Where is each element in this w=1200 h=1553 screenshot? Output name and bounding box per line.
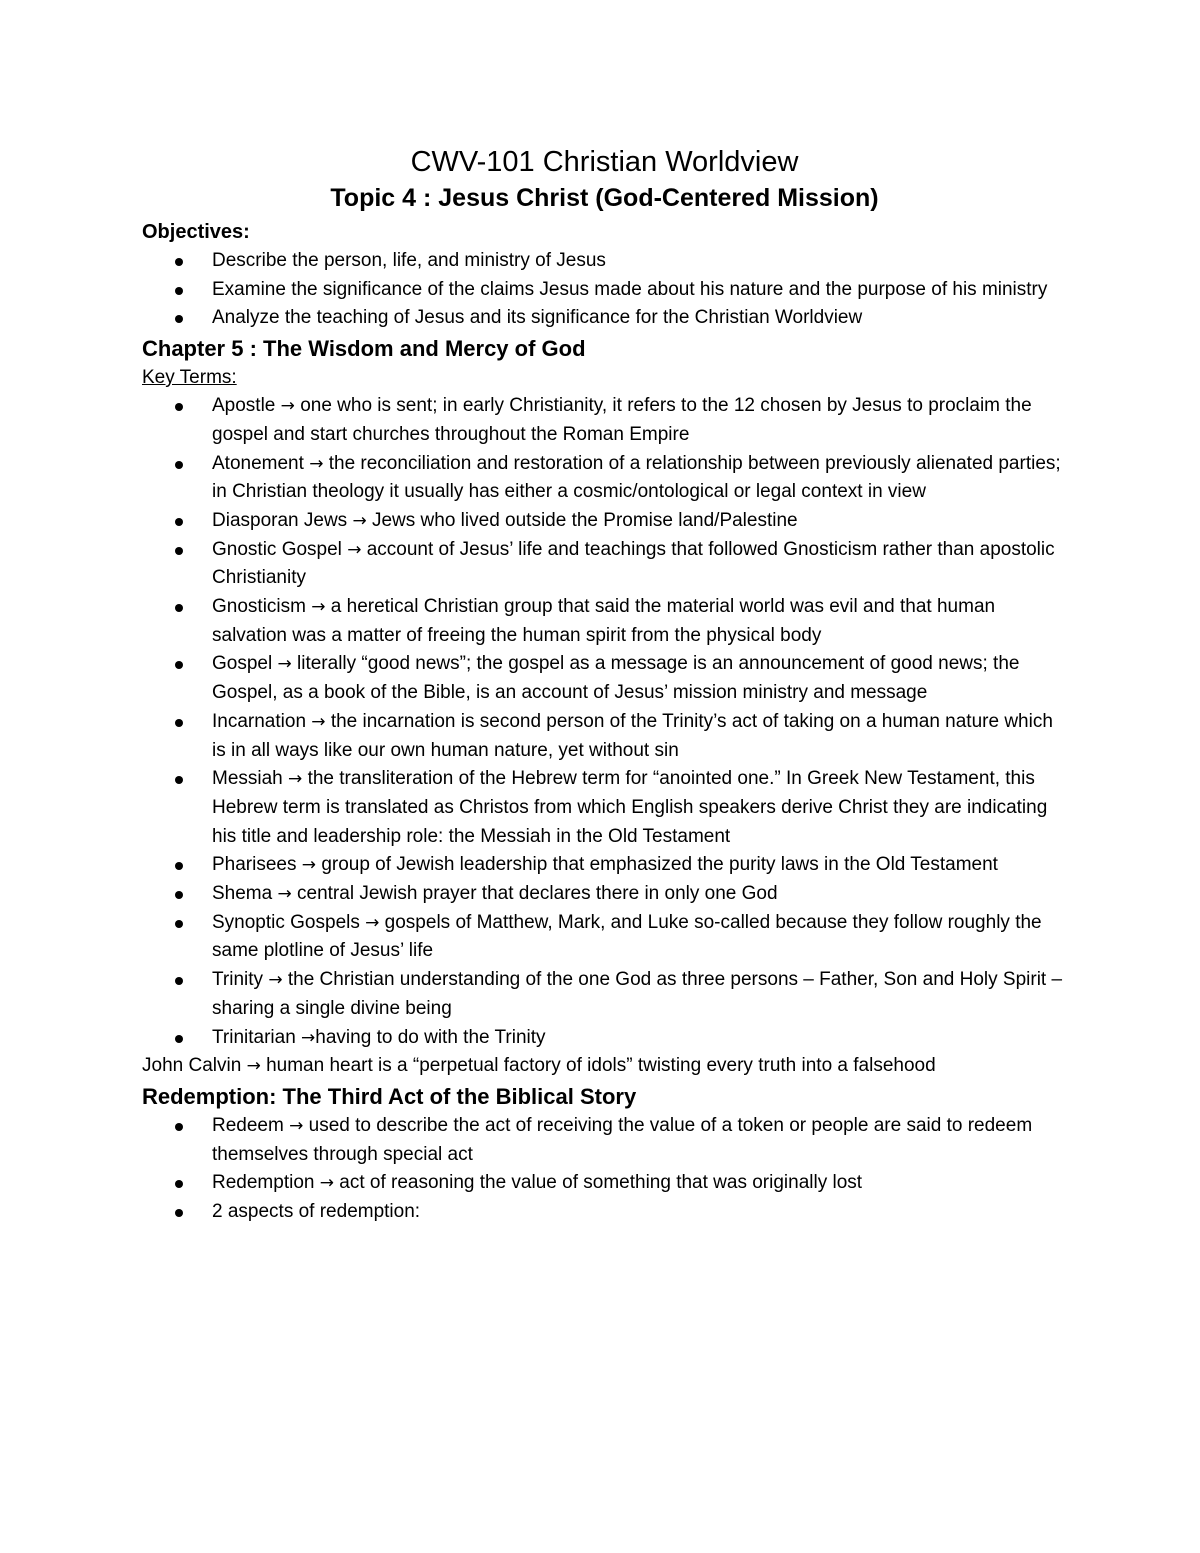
term-definition: the incarnation is second person of the Trinity’s act of taking on a human nature which is in all ways like our own human nature, yet without sin xyxy=(212,710,1053,761)
term-name: Atonement xyxy=(212,452,304,474)
term-definition: gospels of Matthew, Mark, and Luke so-called because they follow roughly the same plotline of Jesus’ life xyxy=(212,911,1042,962)
list-item xyxy=(142,708,1067,765)
arrow-icon: → xyxy=(319,1173,334,1194)
bullet-icon xyxy=(175,1180,183,1188)
list-item xyxy=(142,304,1067,333)
term-definition: used to describe the act of receiving the value of a token or people are said to redeem themselves through special act xyxy=(212,1114,1033,1165)
bullet-icon xyxy=(175,1035,183,1043)
bullet-icon xyxy=(175,1209,183,1217)
bullet-icon xyxy=(175,287,183,295)
redemption-list xyxy=(142,1112,1067,1227)
term-name: Pharisees xyxy=(212,854,297,876)
arrow-icon: → xyxy=(288,769,303,790)
arrow-icon: → xyxy=(311,711,326,732)
term-name: Diasporan Jews xyxy=(212,509,348,531)
bullet-icon xyxy=(175,547,183,555)
list-item xyxy=(142,1024,1067,1053)
key-terms-label: Key Terms: xyxy=(142,367,237,389)
bullet-icon xyxy=(175,604,183,612)
bullet-icon xyxy=(175,920,183,928)
list-item xyxy=(142,450,1067,507)
list-item xyxy=(142,1169,1067,1198)
term-name: Trinitarian xyxy=(212,1026,296,1048)
list-item xyxy=(142,536,1067,593)
term-definition: account of Jesus’ life and teachings that followed Gnosticism rather than apostolic Christianity xyxy=(212,538,1055,589)
list-item xyxy=(142,593,1067,650)
bullet-icon xyxy=(175,518,183,526)
list-item xyxy=(142,247,1067,276)
term-definition: group of Jewish leadership that emphasized the purity laws in the Old Testament xyxy=(321,854,998,876)
objective-text: Analyze the teaching of Jesus and its significance for the Christian Worldview xyxy=(212,307,863,329)
list-item xyxy=(142,966,1067,1023)
list-item xyxy=(142,1198,1067,1227)
term-name: Redemption xyxy=(212,1172,315,1194)
arrow-icon: → xyxy=(347,539,362,560)
bullet-icon xyxy=(175,862,183,870)
list-item xyxy=(142,392,1067,449)
list-item xyxy=(142,650,1067,707)
term-name: Synoptic Gospels xyxy=(212,911,360,933)
bullet-icon xyxy=(175,977,183,985)
bullet-icon xyxy=(175,661,183,669)
term-name: Incarnation xyxy=(212,710,307,732)
arrow-icon: → xyxy=(301,1027,316,1048)
term-definition: having to do with the Trinity xyxy=(315,1026,546,1048)
arrow-icon: → xyxy=(289,1115,304,1136)
term-definition: the Christian understanding of the one God as three persons – Father, Son and Holy Spirit – sharing a single divine being xyxy=(212,969,1063,1019)
item-text: 2 aspects of redemption: xyxy=(212,1201,421,1223)
arrow-icon: → xyxy=(309,453,324,474)
bullet-icon xyxy=(175,776,183,784)
term-name: Redeem xyxy=(212,1114,284,1136)
list-item xyxy=(142,276,1067,305)
document-content xyxy=(142,143,1067,1227)
term-name: Messiah xyxy=(212,768,283,790)
arrow-icon: → xyxy=(311,597,326,618)
page-subtitle: Topic 4 : Jesus Christ (God-Centered Mission) xyxy=(330,184,879,212)
bullet-icon xyxy=(175,891,183,899)
arrow-icon: → xyxy=(280,396,295,417)
term-definition: one who is sent; in early Christianity, it refers to the 12 chosen by Jesus to proclaim the gospel and start churches throughout the Roman Empire xyxy=(212,395,1032,445)
page-title: CWV-101 Christian Worldview xyxy=(410,146,799,178)
list-item xyxy=(142,765,1067,851)
arrow-icon: → xyxy=(352,510,367,531)
arrow-icon: → xyxy=(277,654,292,675)
term-name: Apostle xyxy=(212,395,276,417)
bullet-icon xyxy=(175,1123,183,1131)
term-definition: central Jewish prayer that declares there in only one God xyxy=(297,883,778,905)
list-item xyxy=(142,851,1067,880)
calvin-term: John Calvin xyxy=(142,1055,242,1077)
term-name: Gospel xyxy=(212,653,273,675)
term-definition: Jews who lived outside the Promise land/Palestine xyxy=(371,509,798,531)
arrow-icon: → xyxy=(365,912,380,933)
term-definition: literally “good news”; the gospel as a message is an announcement of good news; the Gospel, as a book of the Bible, is an account of Jesus’ mission ministry and message xyxy=(212,653,1020,704)
term-definition: act of reasoning the value of something that was originally lost xyxy=(339,1172,863,1194)
list-item xyxy=(142,909,1067,966)
term-name: Gnostic Gospel xyxy=(212,538,342,560)
bullet-icon xyxy=(175,315,183,323)
objective-text: Describe the person, life, and ministry of Jesus xyxy=(212,250,606,271)
arrow-icon: → xyxy=(301,855,317,876)
arrow-icon: → xyxy=(246,1056,261,1077)
term-name: Shema xyxy=(212,883,273,905)
bullet-icon xyxy=(175,403,183,411)
chapter-heading: Chapter 5 : The Wisdom and Mercy of God xyxy=(142,336,586,362)
list-item xyxy=(142,1112,1067,1169)
term-definition: a heretical Christian group that said the material world was evil and that human salvation was a matter of freeing the human spirit from the physical body xyxy=(212,596,996,646)
objectives-list xyxy=(142,247,1067,333)
list-item xyxy=(142,507,1067,536)
arrow-icon: → xyxy=(277,884,292,905)
bullet-icon xyxy=(175,719,183,727)
bullet-icon xyxy=(175,461,183,469)
term-name: Gnosticism xyxy=(212,596,306,618)
calvin-note xyxy=(142,1052,1067,1081)
redemption-heading: Redemption: The Third Act of the Biblical Story xyxy=(142,1083,637,1109)
objective-text: Examine the significance of the claims Jesus made about his nature and the purpose of his ministry xyxy=(212,278,1048,300)
objectives-heading: Objectives: xyxy=(142,221,250,243)
calvin-definition: human heart is a “perpetual factory of idols” twisting every truth into a falsehood xyxy=(266,1055,936,1077)
list-item xyxy=(142,880,1067,909)
term-definition: the reconciliation and restoration of a relationship between previously alienated parties; in Christian theology it usually has either a cosmic/ontological or legal context in view xyxy=(212,452,1061,503)
bullet-icon xyxy=(175,258,183,266)
term-name: Trinity xyxy=(212,969,264,991)
arrow-icon: → xyxy=(268,970,283,991)
key-terms-list xyxy=(142,392,1067,1052)
term-definition: the transliteration of the Hebrew term for “anointed one.” In Greek New Testament, this Hebrew term is translated as Christos from which English speakers derive Christ they are indicating his title and leadership role: the Messiah in the Old Testament xyxy=(212,768,1048,847)
